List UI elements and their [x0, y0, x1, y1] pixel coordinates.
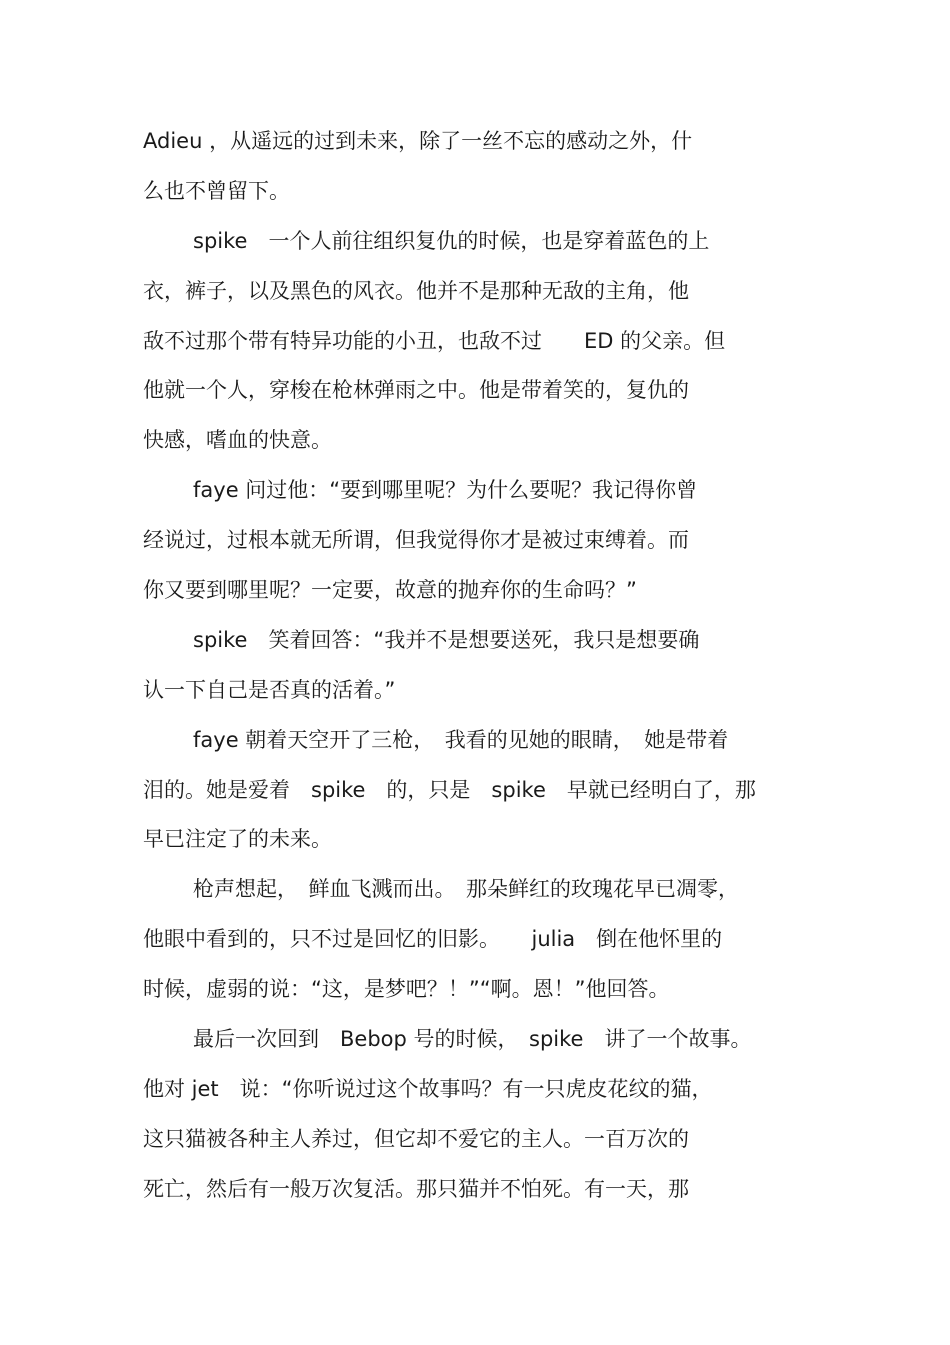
text-line: 这只猫被各种主人养过，但它却不爱它的主人。一百万次的 — [143, 1126, 689, 1151]
text-line: 他就一个人，穿梭在枪林弹雨之中。他是带着笑的，复仇的 — [143, 378, 689, 403]
text-line: 经说过，过根本就无所谓，但我觉得你才是被过束缚着。而 — [143, 528, 689, 553]
text-line: 他眼中看到的，只不过是回忆的旧影。 julia 倒在他怀里的 — [143, 927, 723, 952]
text-line: 么也不曾留下。 — [143, 178, 290, 203]
text-line: 衣，裤子，以及黑色的风衣。他并不是那种无敌的主角，他 — [143, 278, 689, 303]
text-line: 最后一次回到 Bebop 号的时候， spike 讲了一个故事。 — [193, 1027, 752, 1052]
text-line: 早已注定了的未来。 — [143, 827, 332, 852]
text-line: 他对 jet 说：“你听说过这个故事吗？有一只虎皮花纹的猫， — [143, 1076, 713, 1101]
body-text — [143, 117, 843, 1215]
text-line: faye 问过他：“要到哪里呢？为什么要呢？我记得你曾 — [193, 478, 698, 503]
text-line: 敌不过那个带有特异功能的小丑，也敌不过 ED 的父亲。但 — [143, 328, 726, 353]
text-line: 死亡，然后有一般万次复活。那只猫并不怕死。有一天，那 — [143, 1176, 689, 1201]
text-line: Adieu ，从遥远的过到未来，除了一丝不忘的感动之外，什 — [143, 129, 693, 153]
text-line: 你又要到哪里呢？一定要，故意的抛弃你的生命吗？” — [143, 578, 637, 603]
text-line: 快感，嗜血的快意。 — [143, 428, 332, 453]
text-line: faye 朝着天空开了三枪， 我看的见她的眼睛， 她是带着 — [193, 727, 729, 752]
text-line: 泪的。她是爱着 spike 的，只是 spike 早就已经明白了，那 — [143, 777, 756, 802]
text-line: spike 笑着回答：“我并不是想要送死，我只是想要确 — [193, 627, 700, 652]
text-line: 枪声想起， 鲜血飞溅而出。 那朵鲜红的玫瑰花早已凋零， — [193, 877, 739, 902]
text-line: 认一下自己是否真的活着。” — [143, 677, 396, 702]
text-line: spike 一个人前往组织复仇的时候，也是穿着蓝色的上 — [193, 228, 710, 253]
text-line: 时候，虚弱的说：“这，是梦吧？！”“啊。恩！”他回答。 — [143, 977, 670, 1002]
